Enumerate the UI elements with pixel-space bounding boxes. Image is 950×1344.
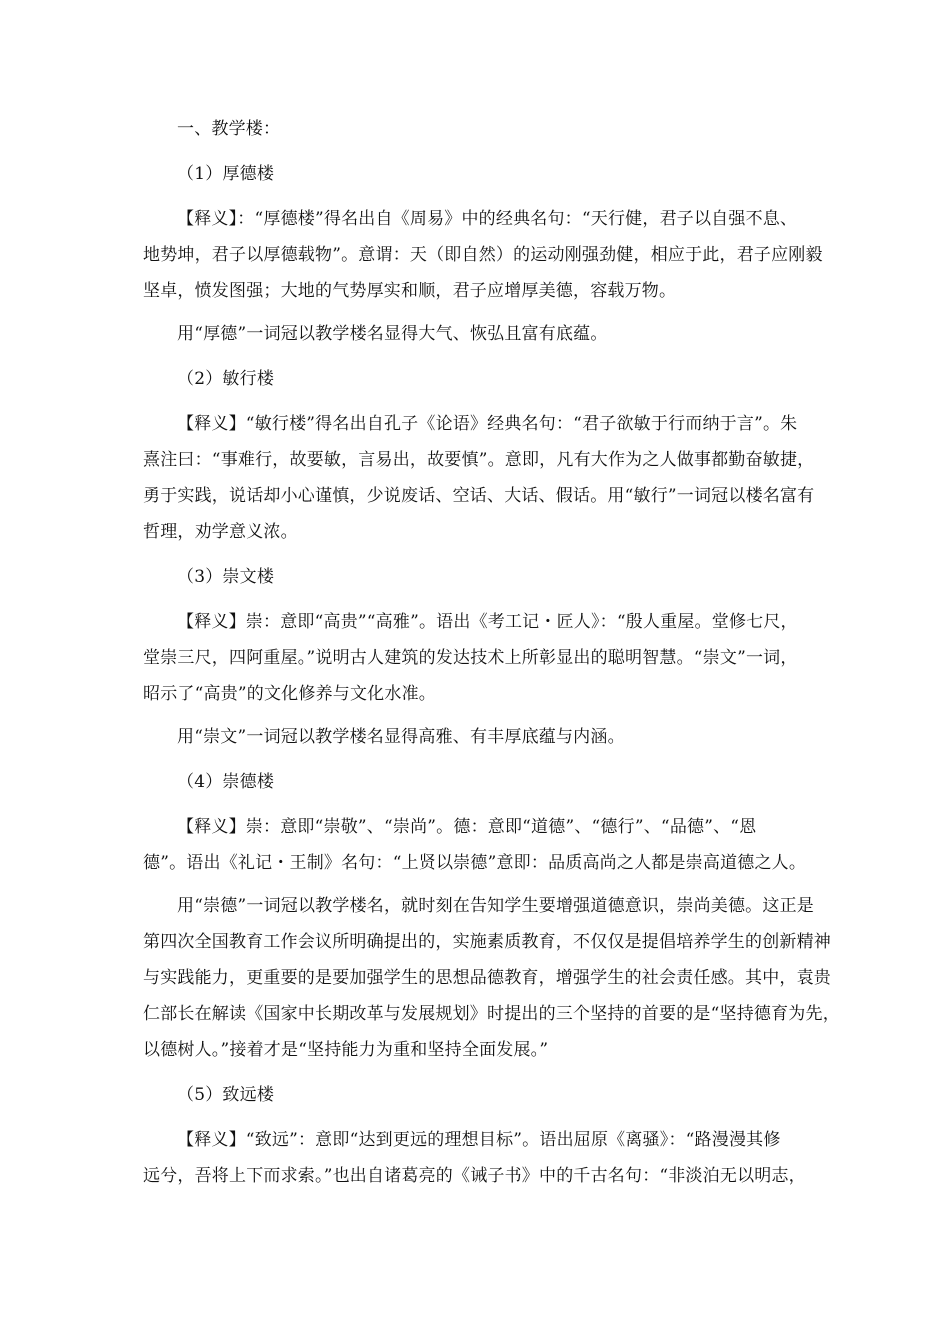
- item-heading: （4）崇德楼: [177, 772, 275, 792]
- paragraph-line: 用“崇德”一词冠以教学楼名，就时刻在告知学生要增强道德意识，崇尚美德。这正是: [177, 896, 814, 916]
- item-heading: （5）致远楼: [177, 1085, 275, 1105]
- paragraph-line: 德”。语出《礼记・王制》名句：“上贤以崇德”意即：品质高尚之人都是崇高道德之人。: [143, 853, 807, 873]
- paragraph: [143, 611, 809, 705]
- paragraph-line: 坚卓，愤发图强；大地的气势厚实和顺，君子应增厚美德，容载万物。: [143, 281, 677, 301]
- paragraph-line: 昭示了“高贵”的文化修养与文化水准。: [143, 684, 436, 704]
- item-heading: （1）厚德楼: [177, 164, 275, 184]
- paragraph: [143, 1129, 809, 1187]
- paragraph-line: 勇于实践，说话却小心谨慎，少说废话、空话、大话、假话。用“敏行”一词冠以楼名富有: [143, 486, 815, 506]
- section-title: 一、教学楼：: [177, 119, 281, 139]
- paragraph-line: 用“厚德”一词冠以教学楼名显得大气、恢弘且富有底蕴。: [177, 324, 608, 344]
- paragraph-line: 哲理，劝学意义浓。: [143, 522, 298, 542]
- paragraph-line: 【释义】“敏行楼”得名出自孔子《论语》经典名句：“君子欲敏于行而纳于言”。朱: [177, 414, 798, 434]
- paragraph: [143, 413, 815, 543]
- paragraph-line: 第四次全国教育工作会议所明确提出的，实施素质教育，不仅仅是提倡培养学生的创新精神: [143, 932, 831, 952]
- item-heading: （3）崇文楼: [177, 567, 275, 587]
- paragraph-line: 【释义】：“厚德楼”得名出自《周易》中的经典名句：“天行健，君子以自强不息、: [177, 209, 798, 229]
- paragraph: [143, 895, 840, 1061]
- paragraph: [143, 816, 809, 874]
- paragraph-line: 【释义】崇：意即“高贵”“高雅”。语出《考工记・匠人》：“殷人重屋。堂修七尺，: [177, 612, 798, 632]
- paragraph-line: 熹注曰：“事难行，故要敏，言易出，故要慎”。意即，凡有大作为之人做事都勤奋敏捷，: [143, 450, 815, 470]
- document-body: [143, 118, 840, 1187]
- paragraph: [143, 323, 809, 345]
- paragraph-line: 用“崇文”一词冠以教学楼名显得高雅、有丰厚底蕴与内涵。: [177, 727, 625, 747]
- paragraph-line: 仁部长在解读《国家中长期改革与发展规划》时提出的三个坚持的首要的是“坚持德育为先，: [143, 1004, 840, 1024]
- paragraph-line: 远兮，吾将上下而求索。”也出自诸葛亮的《诫子书》中的千古名句：“非淡泊无以明志，: [143, 1166, 806, 1186]
- paragraph: [143, 726, 809, 748]
- paragraph-line: 与实践能力，更重要的是要加强学生的思想品德教育，增强学生的社会责任感。其中，袁贵: [143, 968, 831, 988]
- paragraph-line: 【释义】崇：意即“崇敬”、“崇尚”。德：意即“道德”、“德行”、“品德”、“恩: [177, 817, 757, 837]
- paragraph-line: 【释义】“致远”：意即“达到更远的理想目标”。语出屈原《离骚》：“路漫漫其修: [177, 1130, 781, 1150]
- paragraph-line: 以德树人。”接着才是“坚持能力为重和坚持全面发展。”: [143, 1040, 549, 1060]
- item-heading: （2）敏行楼: [177, 369, 275, 389]
- paragraph-line: 堂崇三尺，四阿重屋。”说明古人建筑的发达技术上所彰显出的聪明智慧。“崇文”一词，: [143, 648, 798, 668]
- paragraph-line: 地势坤，君子以厚德载物”。意谓：天（即自然）的运动刚强劲健，相应于此，君子应刚毅: [143, 245, 823, 265]
- paragraph: [143, 208, 823, 302]
